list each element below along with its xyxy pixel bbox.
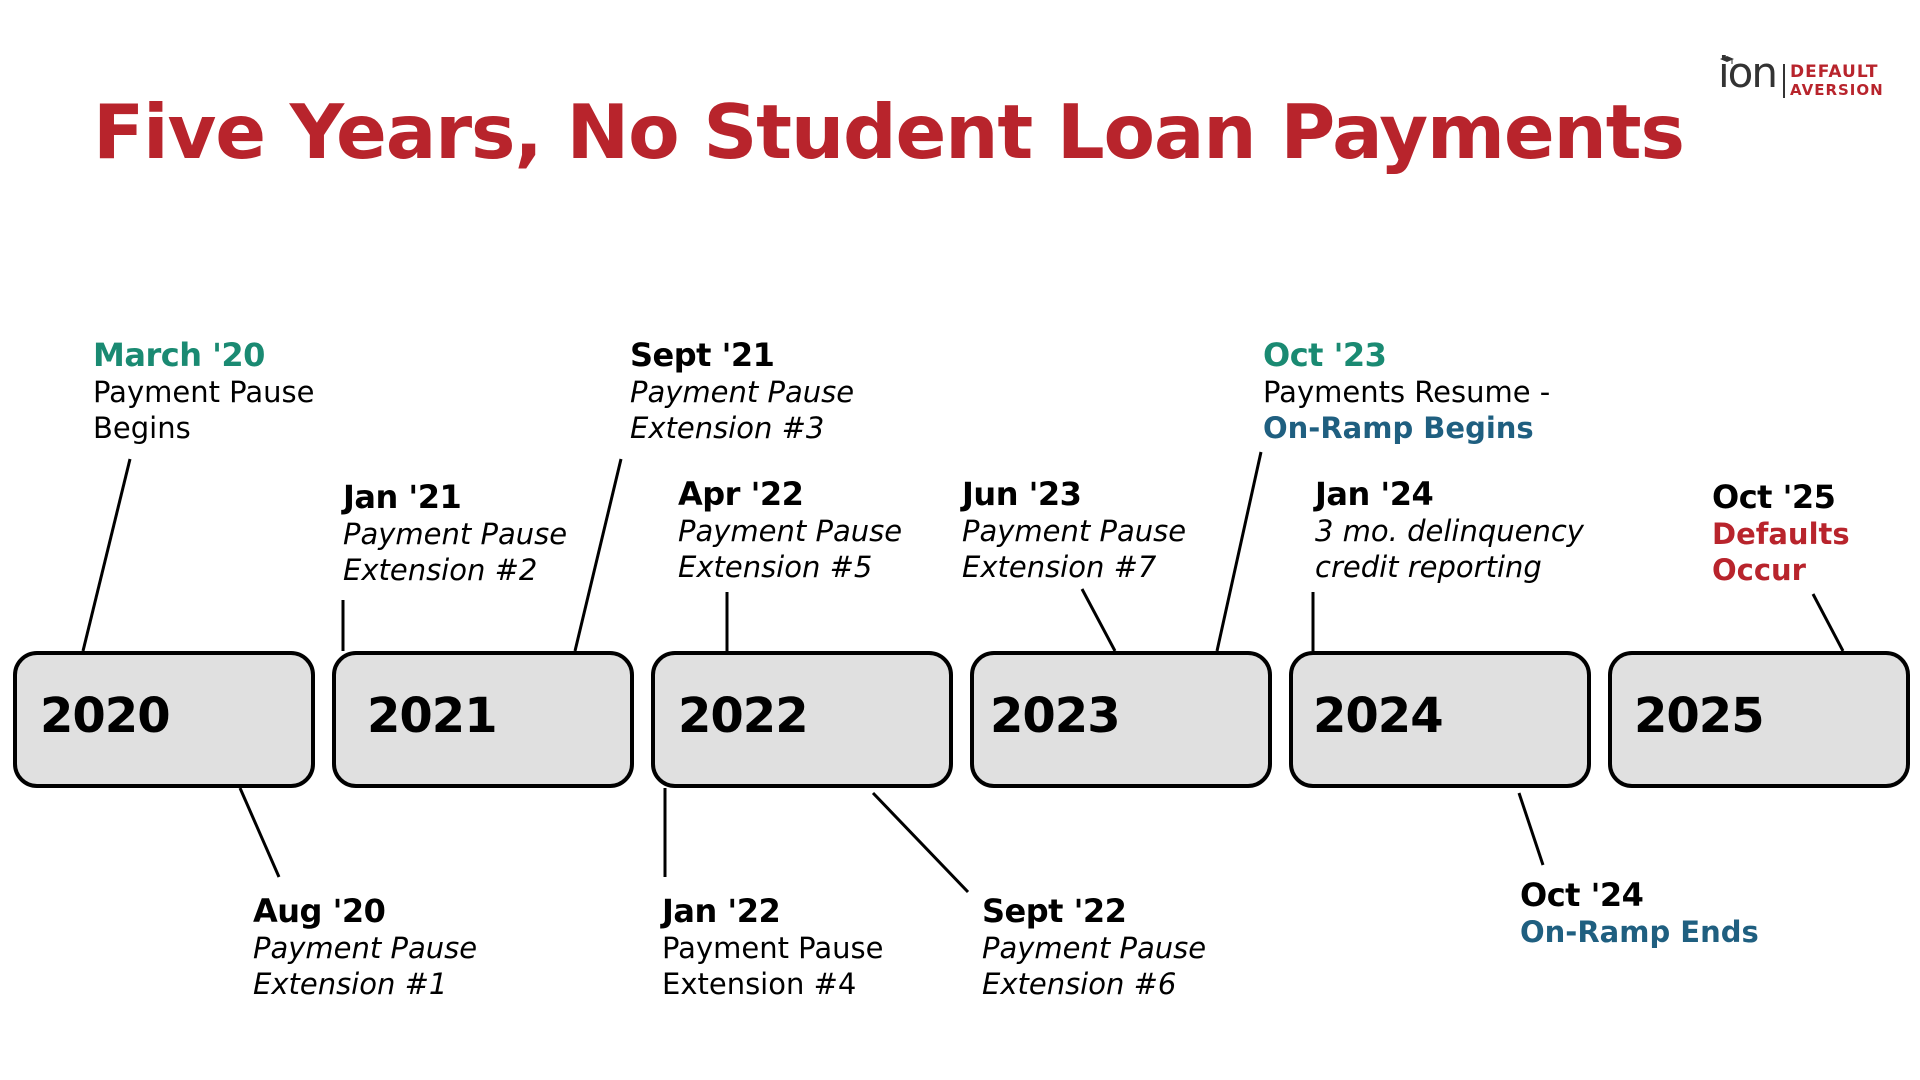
event-line1: 3 mo. delinquency [1315,514,1584,548]
event-line1: Payment Pause [253,931,478,965]
event-sept-21 [630,336,854,446]
event-line2: Extension #6 [982,967,1177,1001]
page-title: Five Years, No Student Loan Payments [93,88,1684,176]
year-label: 2022 [678,688,808,744]
event-date: Apr '22 [678,475,804,513]
event-line1: On-Ramp Ends [1520,915,1759,949]
event-jun-23 [962,475,1186,585]
year-box-2023 [970,651,1272,788]
connector-oct-23 [1217,452,1261,651]
event-march-20 [93,336,314,446]
event-date: Oct '25 [1712,478,1836,516]
event-line1: Payment Pause [343,517,568,551]
event-line1: Payment Pause [678,514,903,548]
event-aug-20 [253,892,477,1002]
year-box-2024 [1289,651,1591,788]
event-jan-21 [343,478,567,588]
event-oct-23 [1263,336,1550,446]
connector-sept-21 [575,459,621,651]
event-line1: Payments Resume - [1263,375,1551,409]
event-date: Aug '20 [253,892,386,930]
year-label: 2025 [1634,688,1764,744]
event-line2: credit reporting [1315,550,1542,584]
event-date: Jan '24 [1315,475,1434,513]
event-line2: Extension #5 [678,550,873,584]
event-date: March '20 [93,336,265,374]
event-date: Oct '24 [1520,876,1644,914]
event-line2: Extension #1 [253,967,448,1001]
event-line1: Payment Pause [630,375,855,409]
event-date: Jan '21 [343,478,462,516]
event-date: Jan '22 [662,892,781,930]
year-label: 2023 [990,688,1120,744]
event-line2: Extension #4 [662,967,857,1001]
event-line1: Defaults [1712,517,1850,551]
logo-text-default: DEFAULT [1790,62,1879,82]
event-line2: Begins [93,411,191,445]
event-line2: Extension #2 [343,553,538,587]
connector-sept-22 [873,793,968,892]
year-box-2021 [332,651,634,788]
event-line2: On-Ramp Begins [1263,411,1534,445]
connector-oct-24 [1519,793,1543,865]
event-date: Sept '22 [982,892,1127,930]
event-line1: Payment Pause [662,931,884,965]
year-box-2020 [13,651,315,788]
event-date: Jun '23 [962,475,1082,513]
event-date: Oct '23 [1263,336,1387,374]
year-box-2022 [651,651,953,788]
event-oct-25 [1712,478,1850,588]
event-date: Sept '21 [630,336,775,374]
logo-mark: ion [1718,48,1776,97]
event-oct-24 [1520,876,1759,950]
logo-text-aversion: AVERSION [1790,81,1884,99]
event-line1: Payment Pause [93,375,315,409]
event-jan-22 [662,892,883,1002]
year-label: 2024 [1313,688,1443,744]
event-sept-22 [982,892,1206,1002]
event-line1: Payment Pause [982,931,1207,965]
year-box-2025 [1608,651,1910,788]
event-apr-22 [678,475,902,585]
event-jan-24 [1315,475,1584,585]
connector-jun-23 [1082,589,1115,651]
connector-oct-25 [1813,594,1843,651]
year-label: 2021 [367,688,497,744]
event-line2: Extension #3 [630,411,825,445]
event-line2: Occur [1712,553,1806,587]
event-line1: Payment Pause [962,514,1187,548]
event-line2: Extension #7 [962,550,1157,584]
year-label: 2020 [40,688,170,744]
connector-aug-20 [240,788,279,877]
connector-march-20 [83,459,130,651]
